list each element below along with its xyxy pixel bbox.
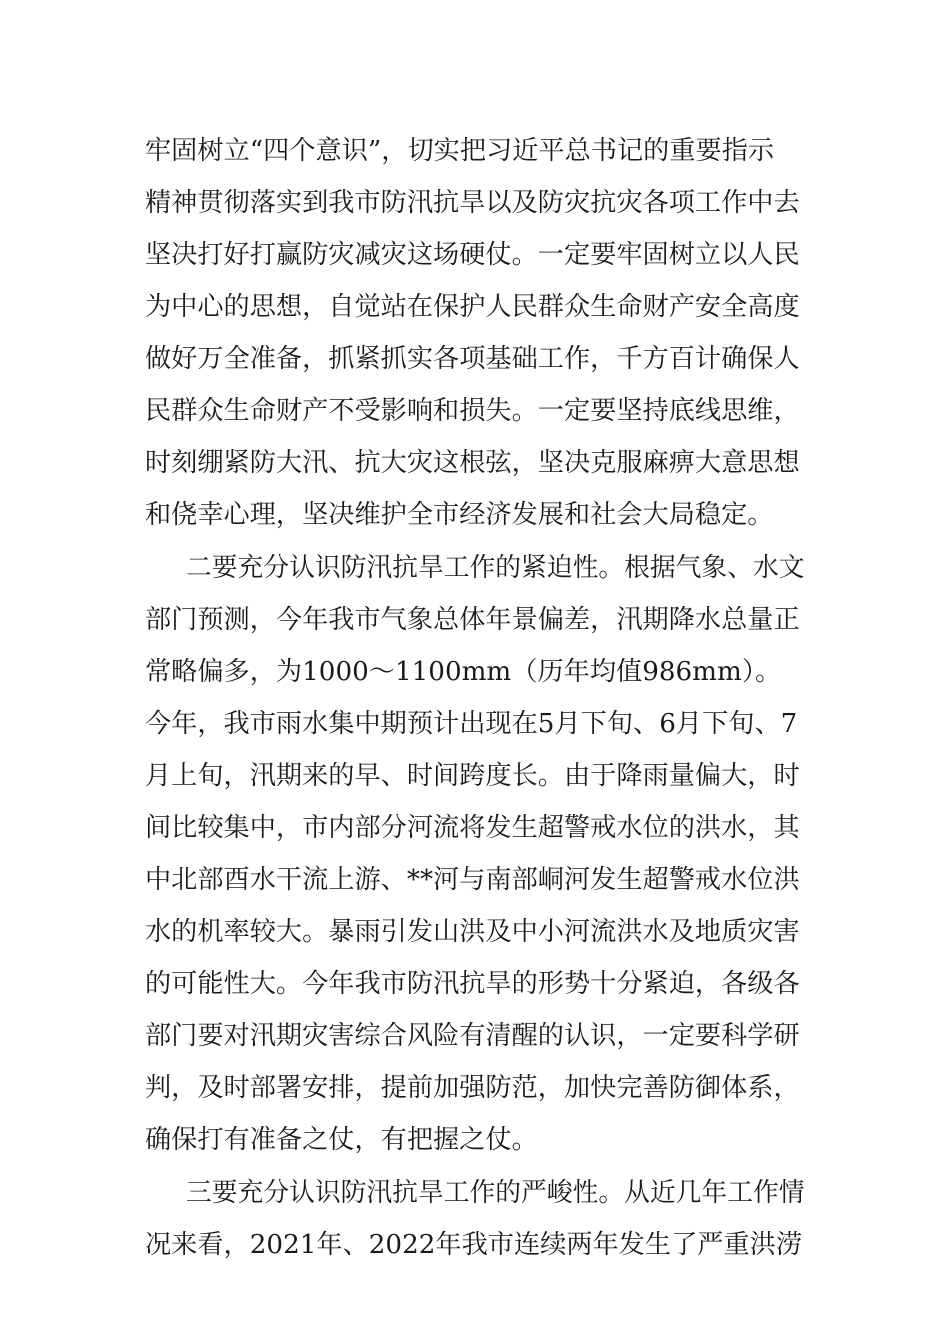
text-line-18: 部门要对汛期灾害综合风险有清醒的认识，一定要科学研 — [145, 1021, 800, 1051]
text-line-22: 况来看，2021年、2022年我市连续两年发生了严重洪涝 — [145, 1230, 803, 1260]
text-line-7: 时刻绷紧防大汛、抗大灾这根弦，坚决克服麻痹大意思想 — [145, 448, 800, 478]
text-line-5: 做好万全准备，抓紧抓实各项基础工作，千方百计确保人 — [145, 344, 800, 374]
text-line-20: 确保打有准备之仗，有把握之仗。 — [145, 1125, 538, 1155]
text-line-2: 精神贯彻落实到我市防汛抗旱以及防灾抗灾各项工作中去 — [145, 188, 800, 218]
paragraph-2-first-line: 二要充分认识防汛抗旱工作的紧迫性。根据气象、水文 — [186, 553, 805, 583]
text-line-19: 判，及时部署安排，提前加强防范，加快完善防御体系， — [145, 1073, 800, 1103]
text-line-17: 的可能性大。今年我市防汛抗旱的形势十分紧迫，各级各 — [145, 969, 800, 999]
text-line-1: 牢固树立“四个意识”，切实把习近平总书记的重要指示 — [145, 136, 775, 166]
text-line-13: 月上旬，汛期来的早、时间跨度长。由于降雨量偏大，时 — [145, 761, 800, 791]
text-line-8: 和侥幸心理，坚决维护全市经济发展和社会大局稳定。 — [145, 500, 774, 530]
text-line-15: 中北部酉水干流上游、**河与南部峒河发生超警戒水位洪 — [145, 865, 800, 895]
text-line-3: 坚决打好打赢防灾减灾这场硬仗。一定要牢固树立以人民 — [145, 240, 800, 270]
text-line-6: 民群众生命财产不受影响和损失。一定要坚持底线思维， — [145, 396, 800, 426]
text-line-16: 水的机率较大。暴雨引发山洪及中小河流洪水及地质灾害 — [145, 917, 800, 947]
text-line-10: 部门预测，今年我市气象总体年景偏差，汛期降水总量正 — [145, 605, 800, 635]
text-line-4: 为中心的思想，自觉站在保护人民群众生命财产安全高度 — [145, 292, 800, 322]
text-line-12: 今年，我市雨水集中期预计出现在5月下旬、6月下旬、7 — [145, 709, 798, 739]
paragraph-3-first-line: 三要充分认识防汛抗旱工作的严峻性。从近几年工作情 — [186, 1178, 805, 1208]
text-line-11: 常略偏多，为1000～1100mm（历年均值986mm）。 — [145, 657, 782, 687]
text-line-14: 间比较集中，市内部分河流将发生超警戒水位的洪水，其 — [145, 813, 800, 843]
